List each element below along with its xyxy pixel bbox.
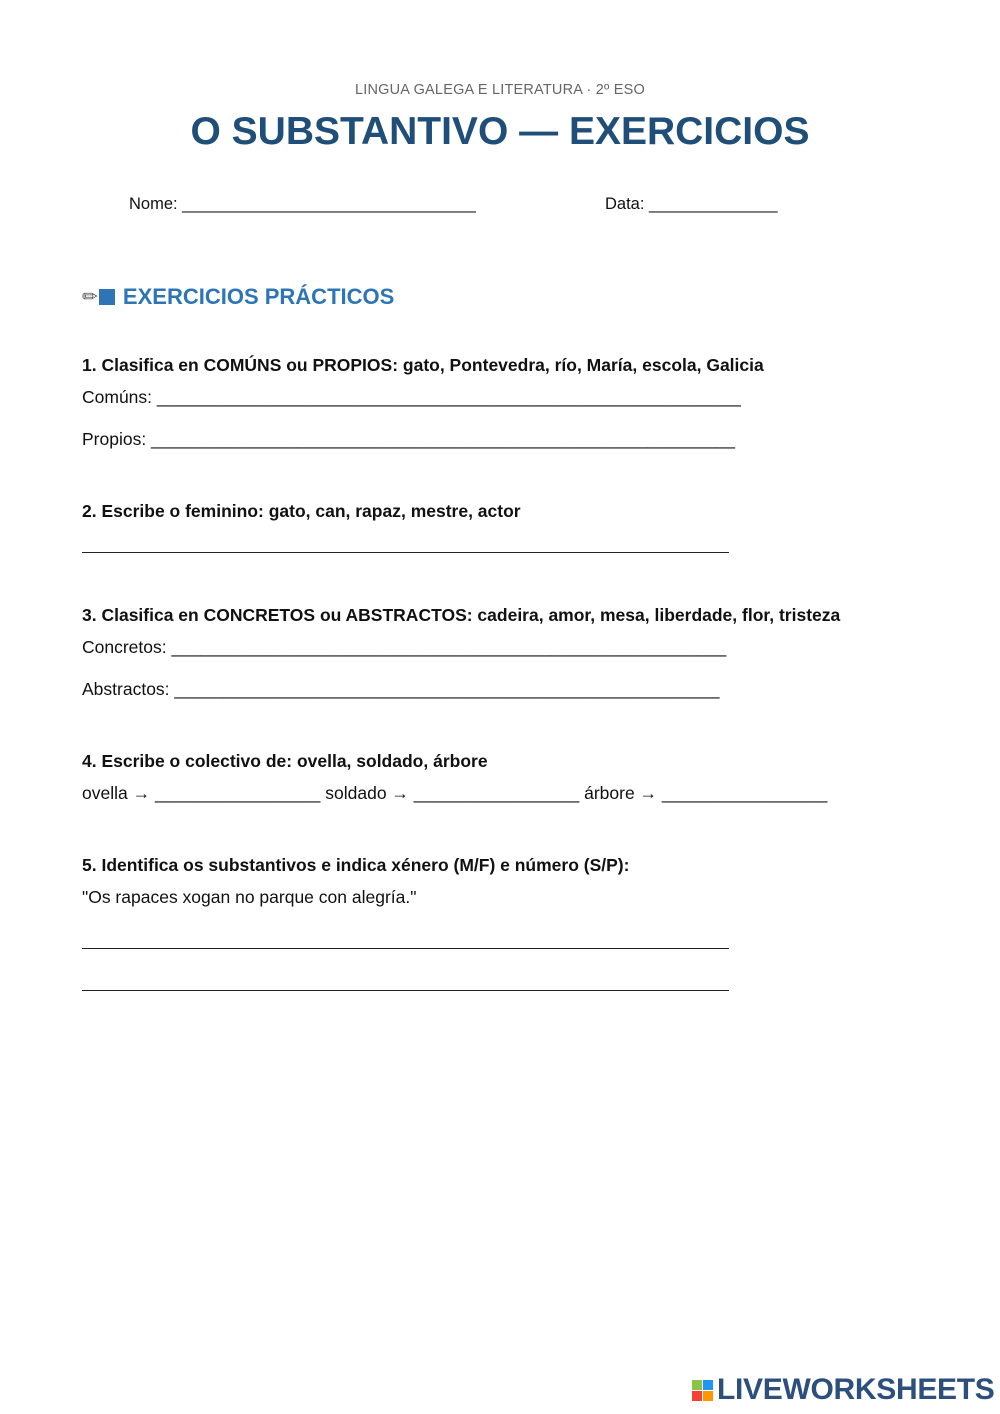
exercise-3-abstractos-answer[interactable]: Abstractos: ________________________________________________________: [82, 679, 720, 699]
section-title: EXERCICIOS PRÁCTICOS: [122, 284, 395, 309]
exercise-5-answer-line-2[interactable]: [82, 990, 729, 991]
brand-name: LIVEWORKSHEETS: [717, 1373, 995, 1406]
exercise-1-propios-answer[interactable]: Propios: ____________________________________________________________: [82, 429, 736, 449]
logo-square-1: [692, 1380, 702, 1390]
exercise-4-prompt: 4. Escribe o colectivo de: ovella, soldado, árbore: [82, 751, 488, 771]
exercise-1-prompt: 1. Clasifica en COMÚNS ou PROPIOS: gato, Pontevedra, río, María, escola, Galicia: [82, 355, 764, 375]
liveworksheets-brand: [692, 1374, 995, 1406]
logo-square-2: [703, 1380, 713, 1390]
exercise-2-prompt: 2. Escribe o feminino: gato, can, rapaz, mestre, actor: [82, 501, 521, 521]
logo-square-4: [703, 1391, 713, 1401]
logo-square-3: [692, 1391, 702, 1401]
section-heading: [82, 284, 394, 310]
exercise-3-concretos-answer[interactable]: Concretos: _________________________________________________________: [82, 637, 727, 657]
exercise-5-answer-line-1[interactable]: [82, 948, 729, 949]
exercise-4-answer-line[interactable]: ovella → _________________ soldado → _________________ árbore → _________________: [82, 783, 828, 803]
exercise-5-sentence: "Os rapaces xogan no parque con alegría.": [82, 887, 417, 907]
exercise-3-prompt: 3. Clasifica en CONCRETOS ou ABSTRACTOS: cadeira, amor, mesa, liberdade, flor, tristeza: [82, 605, 841, 625]
square-bullet-icon: [99, 289, 115, 305]
liveworksheets-logo-icon: [692, 1380, 713, 1401]
exercise-5-prompt: 5. Identifica os substantivos e indica xénero (M/F) e número (S/P):: [82, 855, 630, 875]
page-title: O SUBSTANTIVO — EXERCICIOS: [190, 110, 810, 153]
date-field[interactable]: Data: ______________: [605, 195, 778, 213]
name-field[interactable]: Nome: ________________________________: [129, 195, 476, 213]
pencil-icon: ✏: [82, 286, 98, 308]
subject-line: LINGUA GALEGA E LITERATURA · 2º ESO: [354, 82, 646, 98]
exercise-1-comuns-answer[interactable]: Comúns: ____________________________________________________________: [82, 387, 741, 407]
exercise-2-answer-line[interactable]: [82, 552, 729, 553]
